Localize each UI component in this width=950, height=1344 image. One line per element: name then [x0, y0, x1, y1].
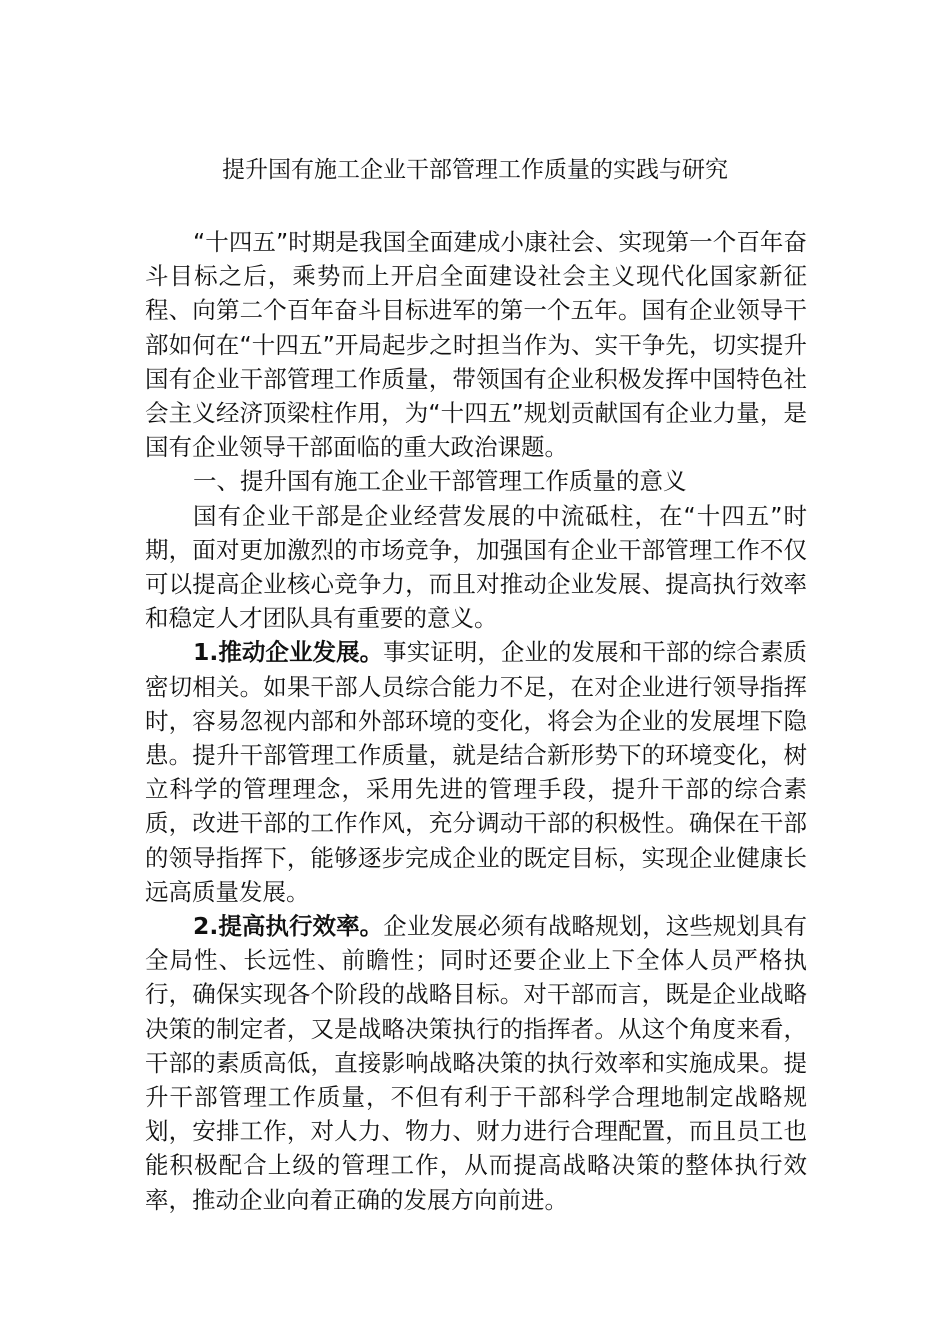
- document-body: [145, 225, 807, 1217]
- point-2-paragraph: [145, 909, 807, 1217]
- section-heading: [145, 464, 807, 498]
- intro-paragraph: [145, 225, 807, 464]
- section-heading-text: 一、提升国有施工企业干部管理工作质量的意义: [193, 467, 687, 496]
- point-2-lead: 2.提高执行效率。: [193, 912, 384, 941]
- point-1-paragraph: [145, 635, 807, 909]
- paragraph-text: “十四五”时期是我国全面建成小康社会、实现第一个百年奋斗目标之后，乘势而上开启全面建设社会主义现代化国家新征程、向第二个百年奋斗目标进军的第一个五年。国有企业领导干部如何在“十四五”开局起步之时担当作为、实干争先，切实提升国有企业干部管理工作质量，带领国有企业积极发挥中国特色社会主义经济顶梁柱作用，为“十四五”规划贡献国有企业力量，是国有企业领导干部面临的重大政治课题。: [145, 228, 807, 462]
- document-title: 提升国有施工企业干部管理工作质量的实践与研究: [222, 157, 728, 183]
- paragraph-text: 企业发展必须有战略规划，这些规划具有全局性、长远性、前瞻性；同时还要企业上下全体人员严格执行，确保实现各个阶段的战略目标。对干部而言，既是企业战略决策的制定者，又是战略决策执行的指挥者。从这个角度来看，干部的素质高低，直接影响战略决策的执行效率和实施成果。提升干部管理工作质量，不但有利于干部科学合理地制定战略规划，安排工作，对人力、物力、财力进行合理配置，而且员工也能积极配合上级的管理工作，从而提高战略决策的整体执行效率，推动企业向着正确的发展方向前进。: [145, 912, 808, 1214]
- paragraph-text: 国有企业干部是企业经营发展的中流砥柱，在“十四五”时期，面对更加激烈的市场竞争，加强国有企业干部管理工作不仅可以提高企业核心竞争力，而且对推动企业发展、提高执行效率和稳定人才团队具有重要的意义。: [145, 501, 807, 633]
- point-1-lead: 1.推动企业发展。: [193, 638, 384, 667]
- paragraph-text: 事实证明，企业的发展和干部的综合素质密切相关。如果干部人员综合能力不足，在对企业进行领导指挥时，容易忽视内部和外部环境的变化，将会为企业的发展埋下隐患。提升干部管理工作质量，就是结合新形势下的环境变化，树立科学的管理理念，采用先进的管理手段，提升干部的综合素质，改进干部的工作作风，充分调动干部的积极性。确保在干部的领导指挥下，能够逐步完成企业的既定目标，实现企业健康长远高质量发展。: [145, 638, 808, 906]
- section-intro-paragraph: [145, 499, 807, 636]
